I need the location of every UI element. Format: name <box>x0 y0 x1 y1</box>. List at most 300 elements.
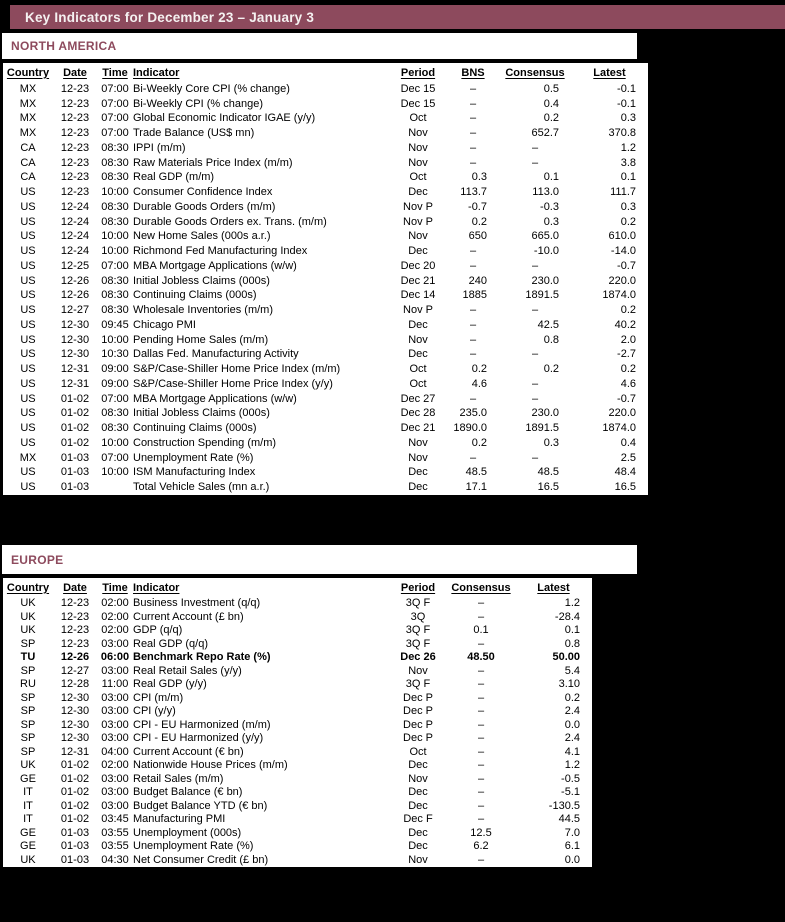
table-cell: 10:00 <box>101 245 129 258</box>
table-cell: 2.5 <box>620 451 636 464</box>
table-cell: US <box>20 407 36 420</box>
table-cell: 10:00 <box>101 230 129 243</box>
table-cell: Current Account (£ bn) <box>133 610 244 623</box>
table-cell: Nov P <box>403 215 433 228</box>
table-cell: US <box>20 200 36 213</box>
table-cell: 12-31 <box>60 377 90 390</box>
table-row <box>3 624 592 638</box>
table-cell: US <box>20 274 36 287</box>
table-row <box>3 719 592 733</box>
table-row <box>3 800 592 814</box>
table-cell: Dec <box>408 186 428 199</box>
table-cell: 01-03 <box>60 826 90 839</box>
table-cell: 12-30 <box>60 732 90 745</box>
table-cell: -0.7 <box>468 200 487 213</box>
table-row <box>3 678 592 692</box>
table-cell: – <box>469 112 477 125</box>
table-cell: 04:30 <box>101 853 129 866</box>
column-header-row <box>3 578 592 597</box>
table-cell: 0.1 <box>620 171 636 184</box>
table-cell: Unemployment (000s) <box>133 826 242 839</box>
table-cell: 113.7 <box>460 186 487 199</box>
table-row <box>3 665 592 679</box>
table-cell: 03:00 <box>101 799 129 812</box>
table-cell: 0.2 <box>471 215 487 228</box>
table-cell: 01-02 <box>60 759 90 772</box>
table-row <box>3 126 648 141</box>
table-cell: 235.0 <box>459 407 487 420</box>
table-cell: 12-23 <box>60 82 90 95</box>
table-cell: Dec 14 <box>400 289 436 302</box>
column-header: Country <box>6 581 50 594</box>
table-cell: 03:00 <box>101 637 129 650</box>
table-cell: 12-30 <box>60 333 90 346</box>
table-cell: 01-02 <box>60 813 90 826</box>
table-row <box>3 854 592 868</box>
table-cell: Manufacturing PMI <box>133 813 226 826</box>
table-cell: Dec F <box>403 813 433 826</box>
table-cell: 07:00 <box>101 392 129 405</box>
table-cell: Nov <box>408 772 428 785</box>
column-header: Time <box>102 581 128 594</box>
table-cell: SP <box>20 705 36 718</box>
table-cell: Nov <box>408 230 428 243</box>
table-cell: 10:30 <box>101 348 129 361</box>
table-cell: 01-03 <box>60 466 90 479</box>
table-cell: Dallas Fed. Manufacturing Activity <box>133 348 299 361</box>
table-cell: 03:00 <box>101 772 129 785</box>
table-cell: 01-02 <box>60 422 90 435</box>
table-cell: MBA Mortgage Applications (w/w) <box>133 392 297 405</box>
table-cell: US <box>20 259 36 272</box>
table-cell: – <box>469 392 477 405</box>
table-row <box>3 692 592 706</box>
section-header-north-america <box>2 33 637 59</box>
table-cell: 01-02 <box>60 786 90 799</box>
table-cell: 10:00 <box>101 186 129 199</box>
table-row <box>3 436 648 451</box>
table-cell: Dec P <box>403 732 433 745</box>
table-cell: 02:00 <box>101 759 129 772</box>
table-cell: 48.5 <box>537 466 559 479</box>
table-cell: 4.6 <box>620 377 636 390</box>
table-cell: Richmond Fed Manufacturing Index <box>133 245 308 258</box>
section-header-europe <box>2 545 637 574</box>
europe-table-container <box>1 576 594 869</box>
table-cell: Nov <box>408 333 428 346</box>
table-cell: 12-28 <box>60 678 90 691</box>
table-cell: 08:30 <box>101 407 129 420</box>
table-cell: Bi-Weekly Core CPI (% change) <box>133 82 290 95</box>
table-cell: Real Retail Sales (y/y) <box>133 664 242 677</box>
table-cell: 7.0 <box>564 826 580 839</box>
table-cell: 0.2 <box>471 436 487 449</box>
table-cell: Nov <box>408 853 428 866</box>
table-cell: 12-23 <box>60 156 90 169</box>
table-cell: CPI (y/y) <box>133 705 176 718</box>
table-cell: Pending Home Sales (m/m) <box>133 333 269 346</box>
table-cell: Bi-Weekly CPI (% change) <box>133 97 264 110</box>
table-cell: – <box>477 745 485 758</box>
table-cell: IT <box>23 786 33 799</box>
table-row <box>3 230 648 245</box>
table-cell: 48.4 <box>614 466 636 479</box>
table-cell: 0.1 <box>473 624 489 637</box>
table-cell: CPI (m/m) <box>133 691 184 704</box>
table-cell: CA <box>20 171 36 184</box>
table-row <box>3 421 648 436</box>
table-cell: 12-31 <box>60 363 90 376</box>
table-cell: 5.4 <box>564 664 580 677</box>
table-cell: Dec 26 <box>400 651 436 664</box>
table-row <box>3 732 592 746</box>
table-cell: ISM Manufacturing Index <box>133 466 256 479</box>
report-title: Key Indicators for December 23 – January 3 <box>25 9 315 25</box>
table-row <box>3 773 592 787</box>
table-cell: – <box>469 348 477 361</box>
table-cell: -0.5 <box>561 772 580 785</box>
table-cell: 12-30 <box>60 718 90 731</box>
table-cell: 113.0 <box>532 186 559 199</box>
table-cell: – <box>469 451 477 464</box>
column-header: Indicator <box>133 581 180 594</box>
table-cell: Oct <box>409 377 427 390</box>
table-cell: 07:00 <box>101 127 129 140</box>
table-cell: 12-23 <box>60 127 90 140</box>
table-cell: 04:00 <box>101 745 129 758</box>
table-cell: -28.4 <box>554 610 580 623</box>
table-cell: 12-24 <box>60 230 90 243</box>
table-cell: US <box>20 436 36 449</box>
table-row <box>3 651 592 665</box>
table-cell: 12-30 <box>60 691 90 704</box>
table-cell: 16.5 <box>537 481 559 494</box>
table-cell: 220.0 <box>608 407 636 420</box>
column-header: BNS <box>461 66 485 79</box>
table-cell: 0.2 <box>620 304 636 317</box>
table-row <box>3 407 648 422</box>
table-cell: Dec 21 <box>400 274 436 287</box>
table-cell: 230.0 <box>531 274 559 287</box>
column-header: Period <box>400 66 436 79</box>
table-cell: Dec <box>408 318 428 331</box>
table-cell: US <box>20 377 36 390</box>
table-cell: US <box>20 422 36 435</box>
table-cell: – <box>469 156 477 169</box>
table-cell: 12-23 <box>60 610 90 623</box>
table-cell: SP <box>20 732 36 745</box>
table-cell: 6.1 <box>564 840 580 853</box>
table-row <box>3 827 592 841</box>
table-cell: -0.1 <box>617 82 636 95</box>
table-cell: 652.7 <box>531 127 559 140</box>
table-cell: 12-23 <box>60 637 90 650</box>
table-cell: Nov <box>408 436 428 449</box>
table-cell: US <box>20 392 36 405</box>
table-cell: 08:30 <box>101 215 129 228</box>
table-row <box>3 705 592 719</box>
table-cell: 3Q F <box>405 624 431 637</box>
table-cell: 12-23 <box>60 597 90 610</box>
table-cell: GE <box>20 826 36 839</box>
column-header: Date <box>63 66 87 79</box>
table-cell: Wholesale Inventories (m/m) <box>133 304 273 317</box>
table-cell: SP <box>20 745 36 758</box>
table-cell: 42.5 <box>537 318 559 331</box>
table-cell: Global Economic Indicator IGAE (y/y) <box>133 112 316 125</box>
table-cell: – <box>477 610 485 623</box>
table-cell: – <box>477 786 485 799</box>
table-cell: 220.0 <box>608 274 636 287</box>
table-cell: 03:00 <box>101 718 129 731</box>
table-cell: 0.2 <box>543 363 559 376</box>
table-cell: 03:55 <box>101 840 129 853</box>
table-cell: Nationwide House Prices (m/m) <box>133 759 288 772</box>
table-row <box>3 171 648 186</box>
table-cell: New Home Sales (000s a.r.) <box>133 230 271 243</box>
table-cell: 0.8 <box>543 333 559 346</box>
table-cell: 48.50 <box>467 651 495 664</box>
table-cell: -0.7 <box>617 259 636 272</box>
table-cell: UK <box>20 853 36 866</box>
table-cell: 12-26 <box>60 651 90 664</box>
column-header: Country <box>6 66 50 79</box>
table-cell: Business Investment (q/q) <box>133 597 261 610</box>
table-cell: 12-24 <box>60 200 90 213</box>
table-cell: RU <box>20 678 36 691</box>
table-cell: Nov P <box>403 200 433 213</box>
column-header: Period <box>400 581 436 594</box>
table-cell: Dec P <box>403 705 433 718</box>
table-cell: – <box>469 245 477 258</box>
table-cell: MX <box>19 97 37 110</box>
table-cell: Continuing Claims (000s) <box>133 289 257 302</box>
table-cell: Dec 28 <box>400 407 436 420</box>
column-header: Time <box>102 66 128 79</box>
table-cell: US <box>20 289 36 302</box>
table-cell: – <box>477 678 485 691</box>
table-cell: 3Q F <box>405 678 431 691</box>
table-cell: 0.3 <box>543 436 559 449</box>
table-cell: 01-03 <box>60 853 90 866</box>
column-header: Date <box>63 581 87 594</box>
table-cell: 1874.0 <box>602 422 636 435</box>
column-header: Consensus <box>505 66 565 79</box>
table-cell: 6.2 <box>473 840 489 853</box>
table-cell: Durable Goods Orders ex. Trans. (m/m) <box>133 215 327 228</box>
table-cell: – <box>477 772 485 785</box>
table-cell: 01-02 <box>60 436 90 449</box>
table-row <box>3 259 648 274</box>
table-cell: – <box>531 141 539 154</box>
table-cell: Nov <box>408 156 428 169</box>
table-cell: IPPI (m/m) <box>133 141 186 154</box>
table-cell: 01-03 <box>60 840 90 853</box>
table-row <box>3 333 648 348</box>
table-cell: – <box>477 732 485 745</box>
table-row <box>3 141 648 156</box>
table-cell: – <box>477 813 485 826</box>
table-cell: 0.2 <box>620 363 636 376</box>
table-row <box>3 746 592 760</box>
table-cell: 07:00 <box>101 82 129 95</box>
table-cell: Oct <box>409 112 427 125</box>
table-cell: 1874.0 <box>602 289 636 302</box>
table-cell: 10:00 <box>101 436 129 449</box>
table-row <box>3 451 648 466</box>
table-cell: 12-30 <box>60 318 90 331</box>
table-cell: 08:30 <box>101 304 129 317</box>
table-row <box>3 840 592 854</box>
table-cell: US <box>20 318 36 331</box>
table-cell: Budget Balance YTD (€ bn) <box>133 799 268 812</box>
table-cell: Dec 20 <box>400 259 436 272</box>
table-cell: 4.1 <box>564 745 580 758</box>
table-cell: Consumer Confidence Index <box>133 186 273 199</box>
table-cell: 1.2 <box>564 759 580 772</box>
table-cell: 0.3 <box>620 200 636 213</box>
table-row <box>3 759 592 773</box>
table-cell: -10.0 <box>533 245 559 258</box>
table-cell: Oct <box>409 745 427 758</box>
table-cell: SP <box>20 664 36 677</box>
table-cell: MX <box>19 112 37 125</box>
table-cell: IT <box>23 813 33 826</box>
table-cell: – <box>531 377 539 390</box>
table-cell: MX <box>19 127 37 140</box>
table-cell: 03:00 <box>101 786 129 799</box>
table-cell: Total Vehicle Sales (mn a.r.) <box>133 481 270 494</box>
table-cell: 3Q <box>410 610 426 623</box>
table-cell: 06:00 <box>100 651 130 664</box>
table-cell: -130.5 <box>548 799 580 812</box>
table-cell: 1890.0 <box>453 422 487 435</box>
table-cell: 08:30 <box>101 156 129 169</box>
table-cell: 01-02 <box>60 407 90 420</box>
table-cell: 12-24 <box>60 215 90 228</box>
table-cell: 1885 <box>462 289 487 302</box>
table-cell: 12-23 <box>60 97 90 110</box>
table-cell: 03:00 <box>101 705 129 718</box>
table-cell: – <box>477 718 485 731</box>
table-cell: – <box>469 141 477 154</box>
table-row <box>3 786 592 800</box>
table-cell: Real GDP (q/q) <box>133 637 208 650</box>
table-cell: US <box>20 333 36 346</box>
table-cell: – <box>469 318 477 331</box>
table-cell: US <box>20 186 36 199</box>
column-header: Indicator <box>133 66 180 79</box>
table-cell: 12.5 <box>470 826 492 839</box>
table-cell: 16.5 <box>614 481 636 494</box>
table-cell: 17.1 <box>465 481 487 494</box>
table-cell: 03:45 <box>101 813 129 826</box>
table-cell: 0.3 <box>620 112 636 125</box>
table-cell: Nov <box>408 664 428 677</box>
table-cell: 11:00 <box>101 678 129 691</box>
table-cell: SP <box>20 718 36 731</box>
table-cell: – <box>477 853 485 866</box>
table-cell: 44.5 <box>558 813 580 826</box>
table-cell: 07:00 <box>101 112 129 125</box>
table-cell: 650 <box>468 230 487 243</box>
table-row <box>3 348 648 363</box>
table-cell: Oct <box>409 363 427 376</box>
column-header: Consensus <box>451 581 511 594</box>
report-title-bar <box>10 5 785 29</box>
table-cell: 01-03 <box>60 481 90 494</box>
table-cell: 665.0 <box>531 230 559 243</box>
table-cell: 230.0 <box>531 407 559 420</box>
table-cell: UK <box>20 610 36 623</box>
table-row <box>3 611 592 625</box>
table-cell: Dec <box>408 245 428 258</box>
table-cell: 50.00 <box>552 651 580 664</box>
table-cell: 08:30 <box>101 289 129 302</box>
table-cell: Dec <box>408 481 428 494</box>
table-cell: – <box>531 348 539 361</box>
table-cell: 01-02 <box>60 772 90 785</box>
table-cell: 1.2 <box>564 597 580 610</box>
table-cell: Trade Balance (US$ mn) <box>133 127 255 140</box>
table-cell: -0.1 <box>617 97 636 110</box>
table-cell: UK <box>20 597 36 610</box>
table-cell: Dec <box>408 799 428 812</box>
table-cell: 07:00 <box>101 97 129 110</box>
table-cell: – <box>477 799 485 812</box>
table-cell: Dec <box>408 466 428 479</box>
table-cell: 12-30 <box>60 348 90 361</box>
table-row <box>3 303 648 318</box>
north-america-table-container <box>1 61 650 497</box>
table-cell: 01-02 <box>60 799 90 812</box>
table-row <box>3 466 648 481</box>
table-cell: MX <box>19 82 37 95</box>
table-row <box>3 274 648 289</box>
table-cell: – <box>531 451 539 464</box>
table-cell: 2.4 <box>564 732 580 745</box>
table-cell: GE <box>20 840 36 853</box>
table-cell: – <box>531 259 539 272</box>
table-cell: US <box>20 245 36 258</box>
table-cell: 2.4 <box>564 705 580 718</box>
table-cell: TU <box>20 651 36 664</box>
table-cell: 03:55 <box>101 826 129 839</box>
table-row <box>3 244 648 259</box>
table-cell: 12-25 <box>60 259 90 272</box>
table-cell: 07:00 <box>101 451 129 464</box>
table-cell: 0.3 <box>471 171 487 184</box>
table-cell: 0.0 <box>564 718 580 731</box>
table-cell: – <box>469 97 477 110</box>
table-cell: 3Q F <box>405 637 431 650</box>
table-cell: US <box>20 304 36 317</box>
table-cell: 01-02 <box>60 392 90 405</box>
table-cell: 08:30 <box>101 141 129 154</box>
table-cell: Unemployment Rate (%) <box>133 451 254 464</box>
table-cell: 2.0 <box>620 333 636 346</box>
table-cell: Construction Spending (m/m) <box>133 436 277 449</box>
europe-indicators-table <box>3 578 592 867</box>
table-cell: Current Account (€ bn) <box>133 745 244 758</box>
table-cell: 10:00 <box>101 333 129 346</box>
table-cell: 12-23 <box>60 112 90 125</box>
table-cell: -2.7 <box>617 348 636 361</box>
table-cell: Dec <box>408 840 428 853</box>
table-cell: 03:00 <box>101 691 129 704</box>
table-cell: 08:30 <box>101 422 129 435</box>
table-cell: 40.2 <box>614 318 636 331</box>
